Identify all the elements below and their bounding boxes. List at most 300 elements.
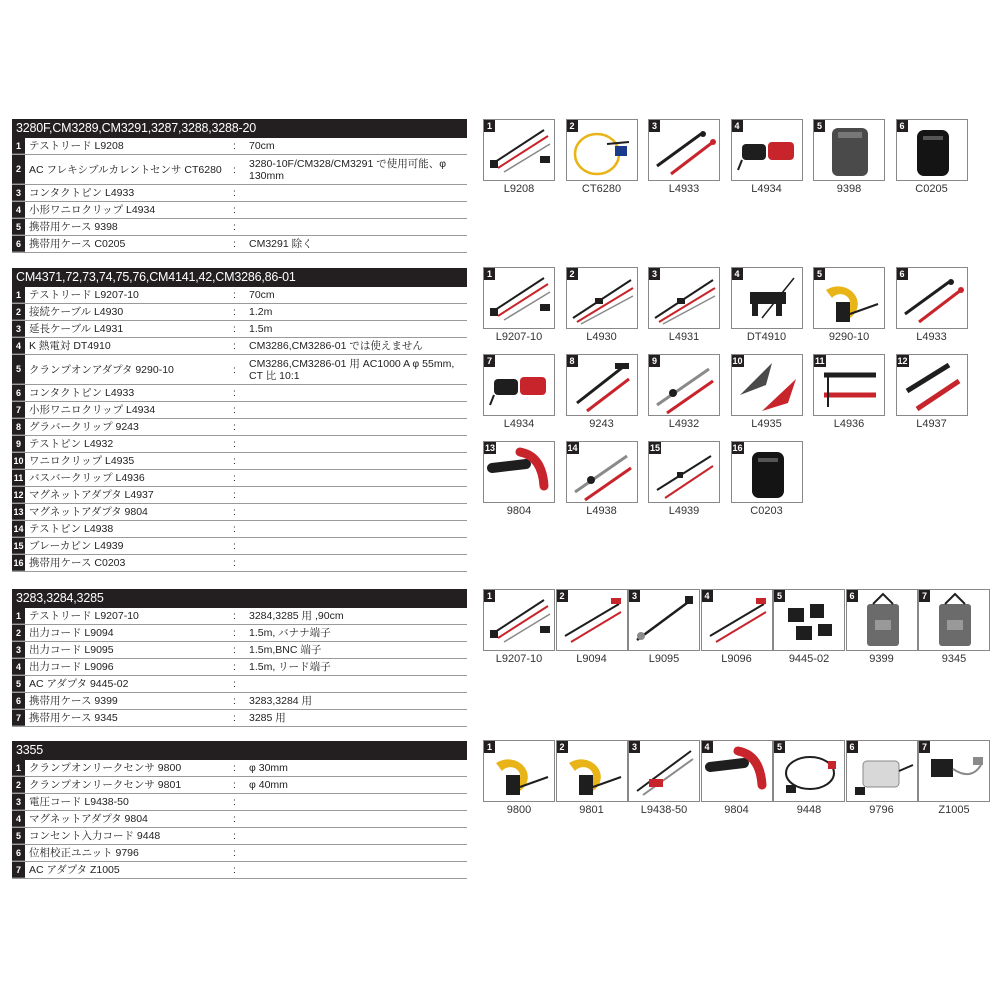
table-row	[12, 504, 467, 521]
item-name: マグネットアダプタ 9804	[29, 813, 148, 825]
product-tile	[773, 740, 845, 817]
item-name: 携帯用ケース 9398	[29, 221, 118, 233]
row-number: 16	[12, 555, 25, 571]
product-image	[628, 740, 700, 802]
item-name: バスバークリップ L4936	[29, 472, 145, 484]
item-name: テストピン L4932	[29, 438, 114, 450]
item-number-badge: 1	[484, 741, 495, 753]
table-row	[12, 453, 467, 470]
item-number-badge: 10	[732, 356, 743, 366]
item-name: 携帯用ケース 9399	[29, 695, 118, 707]
product-label: L9208	[503, 183, 535, 195]
item-number-badge: 3	[649, 120, 660, 132]
separator: :	[233, 438, 236, 450]
product-tile	[566, 119, 638, 196]
item-number-badge: 4	[732, 120, 743, 132]
row-number: 8	[12, 419, 25, 435]
row-number: 1	[12, 608, 25, 624]
product-tile	[556, 740, 628, 817]
product-image	[896, 267, 968, 329]
product-tile	[566, 441, 638, 518]
row-number: 12	[12, 487, 25, 503]
row-number: 6	[12, 385, 25, 401]
product-tile	[813, 267, 885, 344]
item-number-badge: 6	[847, 590, 858, 602]
separator: :	[233, 557, 236, 569]
spec-table	[12, 589, 467, 727]
separator: :	[233, 506, 236, 518]
item-name: AC アダプタ Z1005	[29, 864, 120, 876]
row-number: 2	[12, 625, 25, 641]
table-row	[12, 219, 467, 236]
separator: :	[233, 187, 236, 199]
table-row	[12, 338, 467, 355]
item-number-badge: 6	[897, 268, 908, 280]
table-row	[12, 287, 467, 304]
item-number-badge: 12	[897, 356, 908, 366]
row-number: 4	[12, 811, 25, 827]
separator: :	[233, 813, 236, 825]
item-note: 3280-10F/CM328/CM3291 で使用可能、φ 130mm	[249, 157, 447, 182]
product-tile	[483, 267, 555, 344]
product-image	[846, 589, 918, 651]
product-tile	[483, 441, 555, 518]
table-header: 3283,3284,3285	[12, 589, 467, 608]
product-tile	[918, 740, 990, 817]
product-tile	[846, 589, 918, 666]
product-tile	[773, 589, 845, 666]
product-label: CT6280	[581, 183, 622, 195]
table-row	[12, 402, 467, 419]
item-name: 携帯用ケース 9345	[29, 712, 118, 724]
item-note: 70cm	[249, 289, 275, 301]
separator: :	[233, 864, 236, 876]
separator: :	[233, 796, 236, 808]
row-number: 7	[12, 710, 25, 726]
separator: :	[233, 221, 236, 233]
item-number-badge: 2	[557, 590, 568, 602]
product-image	[648, 441, 720, 503]
spec-table	[12, 268, 467, 572]
product-label: 9801	[579, 804, 604, 816]
product-image	[566, 354, 638, 416]
product-label: 9804	[724, 804, 749, 816]
table-row	[12, 355, 467, 385]
item-name: 出力コード L9095	[29, 644, 114, 656]
row-number: 1	[12, 760, 25, 776]
row-number: 3	[12, 321, 25, 337]
product-label: L4936	[833, 418, 865, 430]
product-label: L9438-50	[640, 804, 688, 816]
item-number-badge: 6	[897, 120, 908, 132]
row-number: 7	[12, 862, 25, 878]
product-image	[648, 119, 720, 181]
product-tile	[483, 589, 555, 666]
separator: :	[233, 489, 236, 501]
separator: :	[233, 306, 236, 318]
row-number: 6	[12, 693, 25, 709]
item-name: コンタクトピン L4933	[29, 387, 135, 399]
row-number: 15	[12, 538, 25, 554]
product-image	[556, 740, 628, 802]
item-number-badge: 14	[567, 443, 578, 453]
item-note: 1.5m,BNC 端子	[249, 644, 322, 656]
item-name: コンセント入力コード 9448	[29, 830, 161, 842]
item-number-badge: 13	[485, 443, 496, 453]
product-label: L4939	[668, 505, 700, 517]
item-number-badge: 4	[732, 268, 743, 280]
separator: :	[233, 540, 236, 552]
item-number-badge: 4	[702, 741, 713, 753]
table-row	[12, 419, 467, 436]
item-note: CM3291 除く	[249, 238, 313, 250]
row-number: 2	[12, 304, 25, 320]
product-tile	[483, 354, 555, 431]
item-note: 3283,3284 用	[249, 695, 313, 707]
product-image	[731, 119, 803, 181]
product-image	[918, 740, 990, 802]
product-image	[483, 119, 555, 181]
row-number: 1	[12, 138, 25, 154]
product-image	[483, 354, 555, 416]
separator: :	[233, 323, 236, 335]
table-row	[12, 659, 467, 676]
item-number-badge: 16	[732, 443, 743, 453]
table-row	[12, 304, 467, 321]
product-label: L4933	[916, 331, 947, 343]
table-row	[12, 538, 467, 555]
row-number: 2	[12, 155, 25, 184]
table-row	[12, 862, 467, 879]
product-tile	[896, 267, 968, 344]
product-label: L4930	[586, 331, 617, 343]
product-tile	[483, 119, 555, 196]
product-tile	[731, 119, 803, 196]
table-row	[12, 794, 467, 811]
separator: :	[233, 695, 236, 707]
separator: :	[233, 140, 236, 152]
table-row	[12, 760, 467, 777]
product-label: 9800	[506, 804, 532, 816]
product-tile	[628, 740, 700, 817]
table-row	[12, 436, 467, 453]
row-number: 4	[12, 202, 25, 218]
product-label: L4938	[586, 505, 617, 517]
separator: :	[233, 627, 236, 639]
item-note: φ 30mm	[249, 762, 288, 774]
row-number: 5	[12, 355, 25, 384]
item-number-badge: 4	[702, 590, 713, 602]
table-row	[12, 470, 467, 487]
product-label: C0203	[750, 505, 783, 517]
item-name: 携帯用ケース C0203	[29, 557, 126, 569]
separator: :	[233, 712, 236, 724]
table-header: CM4371,72,73,74,75,76,CM4141,42,CM3286,86-01	[12, 268, 467, 287]
product-tile	[648, 354, 720, 431]
item-number-badge: 9	[649, 355, 660, 367]
product-image	[483, 740, 555, 802]
item-name: クランプオンアダプタ 9290-10	[29, 363, 174, 376]
table-row	[12, 385, 467, 402]
product-label: L4934	[503, 418, 535, 430]
row-number: 1	[12, 287, 25, 303]
item-name: テストリード L9207-10	[29, 289, 139, 301]
item-note: CM3286,CM3286-01 用 AC1000 A φ 55mm, CT 比 10:1	[249, 357, 455, 382]
row-number: 6	[12, 236, 25, 252]
product-tile	[566, 354, 638, 431]
product-label: 9804	[506, 505, 532, 517]
product-tile	[648, 267, 720, 344]
item-name: 小形ワニロクリップ L4934	[29, 204, 156, 216]
separator: :	[233, 523, 236, 535]
product-label: 9399	[869, 653, 894, 665]
product-image	[731, 354, 803, 416]
item-name: マグネットアダプタ 9804	[29, 506, 148, 518]
row-number: 4	[12, 659, 25, 675]
product-tile	[813, 119, 885, 196]
separator: :	[233, 163, 236, 176]
row-number: 2	[12, 777, 25, 793]
product-tile	[731, 441, 803, 518]
product-label: 9290-10	[828, 331, 870, 343]
item-name: 電圧コード L9438-50	[29, 796, 129, 808]
separator: :	[233, 678, 236, 690]
product-image	[648, 267, 720, 329]
product-image	[813, 119, 885, 181]
table-row	[12, 202, 467, 219]
product-label: L9096	[721, 653, 752, 665]
separator: :	[233, 762, 236, 774]
item-name: AC アダプタ 9445-02	[29, 678, 129, 690]
item-number-badge: 11	[815, 356, 825, 366]
item-note: 3285 用	[249, 712, 286, 724]
row-number: 10	[12, 453, 25, 469]
table-row	[12, 625, 467, 642]
item-name: AC フレキシブルカレントセンサ CT6280	[29, 163, 222, 176]
table-row	[12, 777, 467, 794]
item-number-badge: 5	[774, 741, 785, 753]
product-image	[701, 740, 773, 802]
product-tile	[483, 740, 555, 817]
product-tile	[896, 354, 968, 431]
item-name: 出力コード L9096	[29, 661, 114, 673]
item-number-badge: 7	[919, 590, 930, 602]
product-tile	[896, 119, 968, 196]
product-image	[566, 267, 638, 329]
separator: :	[233, 644, 236, 656]
item-name: ブレーカピン L4939	[29, 540, 124, 552]
table-row	[12, 845, 467, 862]
item-name: ワニロクリップ L4935	[29, 455, 135, 467]
separator: :	[233, 661, 236, 673]
product-image	[896, 119, 968, 181]
item-number-badge: 7	[484, 355, 495, 367]
product-image	[731, 267, 803, 329]
product-tile	[701, 589, 773, 666]
product-tile	[731, 267, 803, 344]
spec-table	[12, 119, 467, 253]
product-image	[483, 441, 555, 503]
row-number: 5	[12, 219, 25, 235]
item-number-badge: 5	[814, 268, 825, 280]
row-number: 3	[12, 642, 25, 658]
table-row	[12, 828, 467, 845]
row-number: 5	[12, 828, 25, 844]
item-name: テストピン L4938	[29, 523, 114, 535]
product-image	[896, 354, 968, 416]
table-header: 3355	[12, 741, 467, 760]
item-number-badge: 5	[814, 120, 825, 132]
product-label: 9345	[941, 653, 967, 665]
item-name: K 熱電対 DT4910	[29, 340, 111, 352]
product-label: L9095	[648, 653, 680, 665]
table-row	[12, 138, 467, 155]
separator: :	[233, 421, 236, 433]
item-note: 3284,3285 用 ,90cm	[249, 610, 344, 622]
table-row	[12, 521, 467, 538]
item-name: クランプオンリークセンサ 9801	[29, 779, 182, 791]
separator: :	[233, 779, 236, 791]
product-tile	[648, 441, 720, 518]
product-tile	[731, 354, 803, 431]
item-note: φ 40mm	[249, 779, 288, 791]
item-note: 70cm	[249, 140, 275, 152]
item-number-badge: 15	[650, 443, 661, 453]
separator: :	[233, 610, 236, 622]
product-tile	[918, 589, 990, 666]
product-tile	[648, 119, 720, 196]
product-tile	[628, 589, 700, 666]
product-image	[846, 740, 918, 802]
product-image	[566, 441, 638, 503]
item-number-badge: 1	[484, 590, 495, 602]
product-label: L4935	[751, 418, 782, 430]
item-note: 1.5m, バナナ端子	[249, 627, 331, 639]
product-label: 9398	[836, 183, 862, 195]
item-name: マグネットアダプタ L4937	[29, 489, 154, 501]
product-label: L4932	[668, 418, 700, 430]
item-name: 小形ワニロクリップ L4934	[29, 404, 156, 416]
item-name: コンタクトピン L4933	[29, 187, 135, 199]
item-number-badge: 2	[567, 268, 578, 280]
item-number-badge: 6	[847, 741, 858, 753]
product-label: L4937	[916, 418, 947, 430]
row-number: 11	[12, 470, 25, 486]
product-image	[483, 267, 555, 329]
table-row	[12, 155, 467, 185]
item-name: 接続ケーブル L4930	[29, 306, 124, 318]
separator: :	[233, 340, 236, 352]
row-number: 3	[12, 185, 25, 201]
item-note: CM3286,CM3286-01 では使えません	[249, 340, 423, 352]
product-image	[731, 441, 803, 503]
product-label: L4934	[751, 183, 782, 195]
separator: :	[233, 289, 236, 301]
product-image	[701, 589, 773, 651]
table-row	[12, 555, 467, 572]
separator: :	[233, 363, 236, 376]
item-name: テストリード L9207-10	[29, 610, 139, 622]
product-image	[628, 589, 700, 651]
table-header: 3280F,CM3289,CM3291,3287,3288,3288-20	[12, 119, 467, 138]
item-number-badge: 7	[919, 741, 930, 753]
item-number-badge: 1	[484, 120, 495, 132]
item-note: 1.2m	[249, 306, 273, 318]
product-label: Z1005	[938, 804, 970, 816]
product-image	[773, 740, 845, 802]
product-image	[483, 589, 555, 651]
separator: :	[233, 387, 236, 399]
table-row	[12, 185, 467, 202]
item-number-badge: 5	[774, 590, 785, 602]
product-image	[648, 354, 720, 416]
item-name: クランプオンリークセンサ 9800	[29, 762, 182, 774]
product-image	[556, 589, 628, 651]
product-tile	[556, 589, 628, 666]
row-number: 4	[12, 338, 25, 354]
product-tile	[566, 267, 638, 344]
product-label: C0205	[915, 183, 948, 195]
separator: :	[233, 455, 236, 467]
product-label: L9207-10	[495, 653, 543, 665]
row-number: 6	[12, 845, 25, 861]
product-tile	[701, 740, 773, 817]
separator: :	[233, 847, 236, 859]
item-number-badge: 3	[649, 268, 660, 280]
item-name: 携帯用ケース C0205	[29, 238, 126, 250]
row-number: 14	[12, 521, 25, 537]
table-row	[12, 710, 467, 727]
item-note: 1.5m	[249, 323, 273, 335]
product-image	[918, 589, 990, 651]
product-label: L9207-10	[495, 331, 543, 343]
product-label: 9445-02	[788, 653, 830, 665]
spec-table	[12, 741, 467, 879]
item-note: 1.5m, リード端子	[249, 661, 331, 673]
item-number-badge: 8	[567, 355, 578, 367]
product-label: 9243	[589, 418, 614, 430]
item-number-badge: 3	[629, 741, 640, 753]
product-image	[566, 119, 638, 181]
product-image	[773, 589, 845, 651]
table-row	[12, 608, 467, 625]
product-label: 9796	[869, 804, 894, 816]
product-image	[813, 267, 885, 329]
table-row	[12, 676, 467, 693]
row-number: 13	[12, 504, 25, 520]
table-row	[12, 811, 467, 828]
separator: :	[233, 472, 236, 484]
product-label: DT4910	[746, 331, 787, 343]
separator: :	[233, 830, 236, 842]
product-tile	[846, 740, 918, 817]
product-tile	[813, 354, 885, 431]
item-name: 出力コード L9094	[29, 627, 114, 639]
product-label: L9094	[576, 653, 607, 665]
item-name: グラバークリップ 9243	[29, 421, 139, 433]
row-number: 5	[12, 676, 25, 692]
table-row	[12, 642, 467, 659]
row-number: 9	[12, 436, 25, 452]
table-row	[12, 693, 467, 710]
product-label: 9448	[796, 804, 822, 816]
item-name: 延長ケーブル L4931	[29, 323, 124, 335]
item-number-badge: 2	[557, 741, 568, 753]
table-row	[12, 487, 467, 504]
separator: :	[233, 238, 236, 250]
table-row	[12, 236, 467, 253]
separator: :	[233, 204, 236, 216]
